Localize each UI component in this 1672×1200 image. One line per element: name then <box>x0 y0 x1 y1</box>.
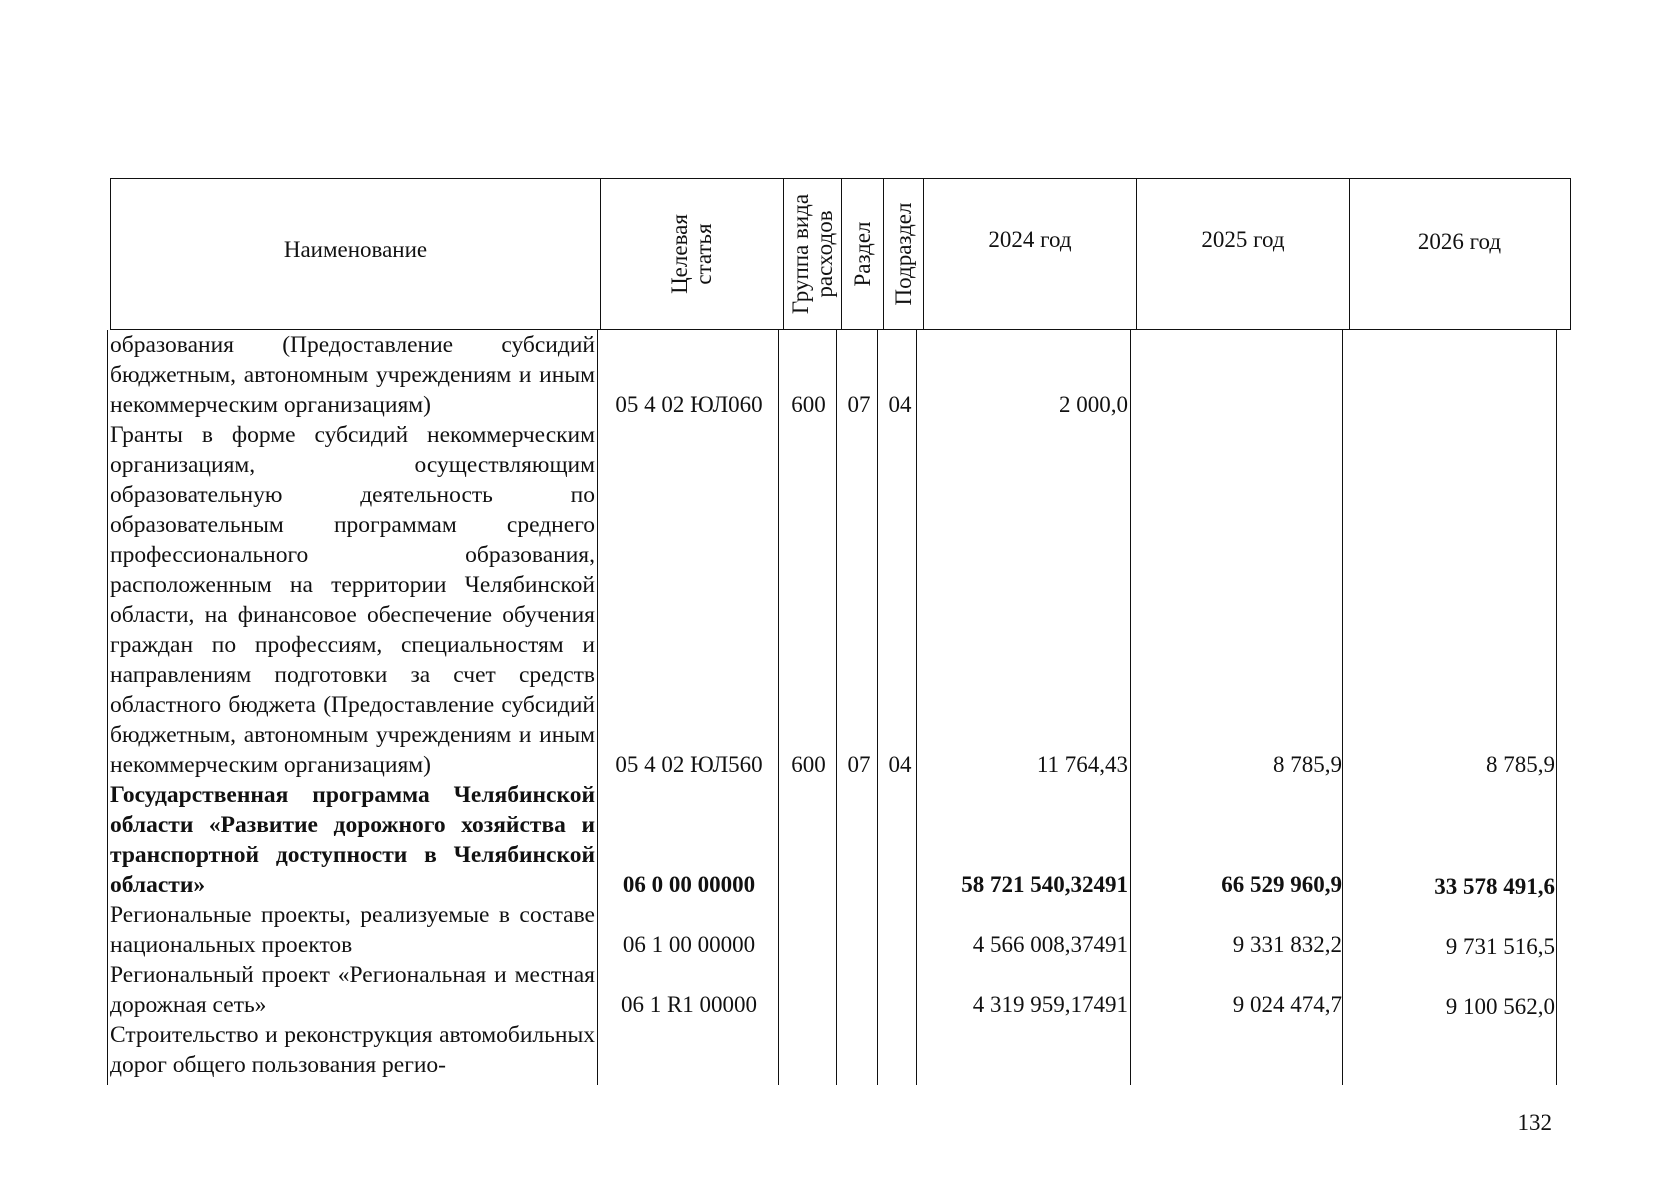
row-2024: 58 721 540,32491 <box>961 872 1128 897</box>
row-code: 06 1 00 00000 <box>622 932 756 957</box>
header-name-cell <box>111 179 601 329</box>
header-2025: 2025 год <box>1201 227 1285 252</box>
column-rule-group <box>836 330 837 1085</box>
row-2025: 8 785,9 <box>1273 752 1342 777</box>
row-name: Региональные проекты, реализуемые в составе национальных проектов <box>110 902 595 958</box>
row-name: Гранты в форме субсидий некоммерческим организациям, осуществляющим образовательную деятельность по образовательным программам среднего профессионального образования, расположенным на территории Челябинской области, на финансовое обеспечение обучения граждан по профессиям, специальностям и направлениям подготовки за счет средств областного бюджета (Предоставление субсидий бюджетным, автономным учреждениям и иным некоммерческим организациям) <box>110 422 595 778</box>
row-code: 05 4 02 ЮЛ560 <box>615 752 763 777</box>
header-name: Наименование <box>283 237 428 262</box>
row-2026: 9 731 516,5 <box>1445 934 1555 959</box>
header-2026: 2026 год <box>1417 229 1502 254</box>
row-2025: 66 529 960,9 <box>1221 872 1342 897</box>
header-subsection <box>891 203 915 306</box>
row-name: Региональный проект «Региональная и местная дорожная сеть» <box>110 962 595 1018</box>
header-2024-cell <box>924 179 1137 329</box>
header-expense-group-cell <box>784 179 842 329</box>
header-subsection-cell <box>884 179 924 329</box>
row-subsection: 04 <box>888 752 912 777</box>
column-rule-subsection <box>916 330 917 1085</box>
header-target-article-line1: Целевая <box>666 214 692 294</box>
row-code: 06 0 00 00000 <box>622 872 756 897</box>
row-group: 600 <box>791 752 826 777</box>
table-header <box>110 178 1571 330</box>
row-section: 07 <box>847 392 871 417</box>
row-2025: 9 024 474,7 <box>1232 992 1342 1017</box>
column-rule-section <box>877 330 878 1085</box>
header-expense-group-line2: расходов <box>811 210 837 298</box>
column-rule-2026 <box>1556 330 1557 1085</box>
header-2026-cell <box>1350 179 1569 329</box>
row-2026: 9 100 562,0 <box>1445 994 1555 1019</box>
row-2026: 8 785,9 <box>1486 752 1555 777</box>
column-rule-name <box>597 330 598 1085</box>
column-rule-left <box>107 330 108 1085</box>
row-2024: 4 566 008,37491 <box>972 932 1128 957</box>
header-section-text: Раздел <box>849 221 875 287</box>
row-2024: 11 764,43 <box>1036 752 1128 777</box>
header-section-cell <box>842 179 884 329</box>
header-2024: 2024 год <box>988 227 1072 252</box>
column-rule-2025 <box>1342 330 1343 1085</box>
row-name: Строительство и реконструкция автомобильных дорог общего пользования регио- <box>110 1022 595 1078</box>
header-target-article-cell <box>601 179 784 329</box>
row-name: образования (Предоставление субсидий бюджетным, автономным учреждениям и иным некоммерческим организациям) <box>110 332 595 418</box>
row-2026: 33 578 491,6 <box>1434 874 1555 899</box>
column-rule-code <box>778 330 779 1085</box>
header-subsection-text: Подраздел <box>890 202 916 306</box>
header-expense-group <box>788 194 836 314</box>
column-rule-2024 <box>1130 330 1131 1085</box>
page-number: 132 <box>1517 1110 1552 1135</box>
row-2024: 4 319 959,17491 <box>972 992 1128 1017</box>
header-expense-group-line1: Группа вида <box>787 193 813 315</box>
row-code: 05 4 02 ЮЛ060 <box>615 392 763 417</box>
row-code: 06 1 R1 00000 <box>620 992 758 1017</box>
header-section <box>850 221 874 286</box>
row-name: Государственная программа Челябинской области «Развитие дорожного хозяйства и транспортной доступности в Челябинской области» <box>110 782 595 898</box>
row-2025: 9 331 832,2 <box>1232 932 1342 957</box>
row-subsection: 04 <box>888 392 912 417</box>
header-target-article <box>668 214 716 294</box>
header-target-article-line2: статья <box>691 223 716 285</box>
row-section: 07 <box>847 752 871 777</box>
header-2025-cell <box>1137 179 1350 329</box>
row-group: 600 <box>791 392 826 417</box>
row-2024: 2 000,0 <box>1059 392 1128 417</box>
